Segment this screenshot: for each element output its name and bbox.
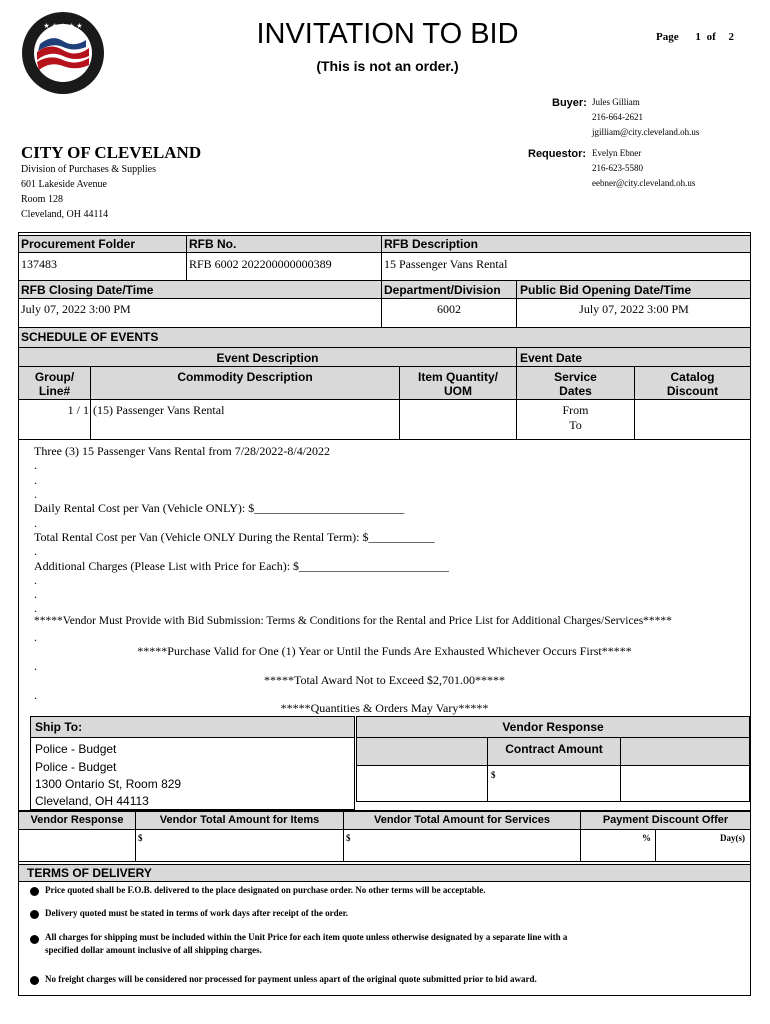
details-dot: . (34, 544, 37, 558)
details-dot: . (34, 458, 37, 472)
services-total-input[interactable] (354, 831, 578, 860)
page-total: 2 (728, 31, 735, 43)
totals-items-label: Vendor Total Amount for Items (159, 814, 320, 826)
vendor-must-provide-note: *****Vendor Must Provide with Bid Submission: Terms & Conditions for the Rental and Price List for Additional Charges/Services***** (34, 615, 672, 627)
ship-to-line4: Cleveland, OH 44113 (35, 794, 149, 808)
rfb-closing-value: July 07, 2022 3:00 PM (21, 302, 131, 316)
col-commodity: Commodity Description (177, 370, 313, 384)
svg-text:★ ★ ★ ★ ★: ★ ★ ★ ★ ★ (43, 23, 83, 30)
requestor-email: eebner@city.cleveland.oh.us (592, 178, 696, 188)
bid-opening-value: July 07, 2022 3:00 PM (579, 302, 689, 316)
details-dot: . (34, 688, 37, 702)
discount-days-input[interactable] (657, 831, 718, 860)
ship-to-line2: Police - Budget (35, 760, 117, 774)
discount-days-label: Day(s) (720, 833, 745, 843)
terms-item-shipping-a: All charges for shipping must be included within the Unit Price for each item quote unless otherwise designated by a separate line with a (45, 932, 568, 942)
total-award-note: *****Total Award Not to Exceed $2,701.00***** (263, 673, 506, 687)
buyer-email: jgilliam@city.cleveland.oh.us (592, 127, 700, 137)
procurement-folder-label: Procurement Folder (21, 237, 136, 251)
buyer-label: Buyer: (552, 97, 587, 109)
details-dot: . (34, 659, 37, 673)
event-date-label: Event Date (520, 351, 583, 365)
service-to-label: To (569, 418, 582, 432)
requestor-label: Requestor: (528, 148, 587, 160)
rfb-closing-label: RFB Closing Date/Time (21, 283, 154, 297)
terms-item-freight: No freight charges will be considered nor processed for payment unless apart of the original quote submitted prior to bid award. (45, 974, 537, 984)
bid-opening-label: Public Bid Opening Date/Time (520, 283, 692, 297)
bullet-icon (30, 976, 39, 985)
rfb-description-value: 15 Passenger Vans Rental (384, 257, 508, 271)
details-dot: . (34, 630, 37, 644)
items-total-input[interactable] (146, 831, 341, 860)
department-value: 6002 (437, 302, 461, 316)
services-total-dollar: $ (346, 833, 351, 843)
event-description-label: Event Description (216, 351, 319, 365)
terms-item-fob: Price quoted shall be F.O.B. delivered to the place designated on purchase order. No other terms will be acceptable. (45, 885, 486, 895)
terms-item-delivery: Delivery quoted must be stated in terms of work days after receipt of the order. (45, 908, 349, 918)
rfb-no-label: RFB No. (189, 237, 237, 251)
page-title: INVITATION TO BID (256, 18, 519, 50)
additional-charges-line: Additional Charges (Please List with Price for Each): $_________________________ (34, 559, 450, 573)
procurement-folder-value: 137483 (21, 257, 57, 271)
department-label: Department/Division (384, 283, 501, 297)
quantities-note: *****Quantities & Orders May Vary***** (280, 701, 489, 715)
rfb-description-label: RFB Description (384, 237, 479, 251)
col-catalog-discount: Catalog Discount (666, 370, 719, 398)
col-service-dates: Service Dates (554, 370, 597, 398)
ship-to-line1: Police - Budget (35, 742, 117, 756)
org-name: CITY OF CLEVELAND (21, 143, 202, 162)
items-total-dollar: $ (138, 833, 143, 843)
terms-item-shipping-b: specified dollar amount inclusive of all shipping charges. (45, 945, 262, 955)
details-dot: . (34, 573, 37, 587)
bullet-icon (30, 910, 39, 919)
schedule-title: SCHEDULE OF EVENTS (21, 330, 159, 344)
contract-amount-label: Contract Amount (505, 742, 603, 756)
details-dot: . (34, 601, 37, 615)
details-dot: . (34, 516, 37, 530)
page-of: of (706, 31, 716, 43)
ship-to-label: Ship To: (35, 720, 83, 734)
requestor-name: Evelyn Ebner (592, 148, 642, 158)
daily-rental-cost-line: Daily Rental Cost per Van (Vehicle ONLY): $_________________________ (34, 501, 405, 515)
city-seal-logo (20, 10, 106, 96)
org-address1: 601 Lakeside Avenue (21, 179, 107, 190)
discount-percent-symbol: % (642, 833, 651, 843)
page-counter (656, 31, 734, 43)
totals-vendor-response-label: Vendor Response (30, 814, 124, 826)
details-dot: . (34, 487, 37, 501)
page-label: Page (656, 31, 679, 43)
contract-amount-dollar: $ (491, 770, 496, 780)
totals-discount-label: Payment Discount Offer (602, 814, 729, 826)
contract-amount-input[interactable] (498, 768, 618, 798)
total-rental-cost-line: Total Rental Cost per Van (Vehicle ONLY During the Rental Term): $___________ (34, 530, 435, 544)
buyer-phone: 216-664-2621 (592, 112, 643, 122)
page-number: 1 (695, 31, 701, 43)
purchase-valid-note: *****Purchase Valid for One (1) Year or Until the Funds Are Exhausted Whichever Occurs First***** (137, 644, 632, 658)
bullet-icon (30, 887, 39, 896)
org-address2: Room 128 (21, 194, 63, 205)
vendor-response-label: Vendor Response (502, 720, 604, 734)
service-from-label: From (562, 403, 589, 417)
requestor-phone: 216-623-5580 (592, 163, 643, 173)
col-group-line: Group/ Line# (34, 370, 75, 398)
line-description: (15) Passenger Vans Rental (93, 403, 225, 417)
details-dot: . (34, 587, 37, 601)
bullet-icon (30, 935, 39, 944)
totals-services-label: Vendor Total Amount for Services (373, 814, 551, 826)
col-item-quantity: Item Quantity/ UOM (417, 370, 498, 398)
org-division: Division of Purchases & Supplies (21, 164, 156, 175)
discount-percent-input[interactable] (582, 831, 640, 860)
buyer-name: Jules Gilliam (592, 97, 640, 107)
vendor-response-input[interactable] (20, 831, 133, 860)
terms-title: TERMS OF DELIVERY (27, 866, 152, 880)
line-group-number: 1 / 1 (67, 403, 89, 417)
details-line-vans: Three (3) 15 Passenger Vans Rental from 7/28/2022-8/4/2022 (34, 444, 331, 458)
ship-to-line3: 1300 Ontario St, Room 829 (35, 777, 182, 791)
page-subtitle: (This is not an order.) (316, 58, 459, 74)
rfb-no-value: RFB 6002 202200000000389 (189, 257, 332, 271)
org-address3: Cleveland, OH 44114 (21, 209, 109, 220)
details-dot: . (34, 473, 37, 487)
